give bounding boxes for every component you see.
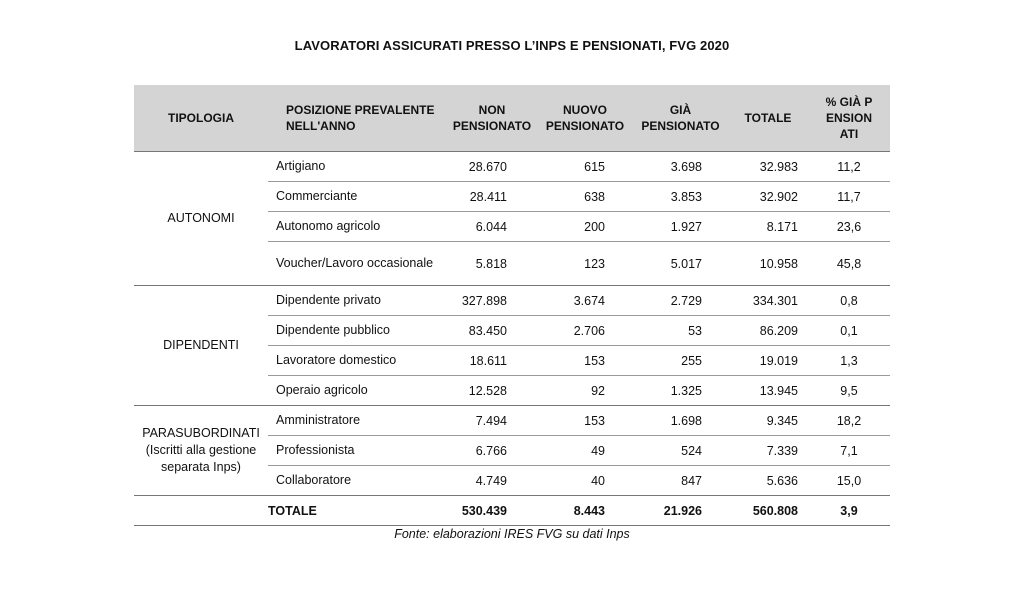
group-label-parasubordinati: PARASUBORDINATI (Iscritti alla gestione separata Inps) <box>134 406 268 496</box>
cell-pct: 0,8 <box>808 286 890 316</box>
cell-posizione: Artigiano <box>268 152 447 182</box>
table-row <box>134 152 890 182</box>
cell-gia-pensionato: 3.698 <box>633 152 728 182</box>
cell-pct: 15,0 <box>808 466 890 496</box>
cell-pct: 11,7 <box>808 182 890 212</box>
cell-nuovo-pensionato: 92 <box>537 376 633 406</box>
header-totale: TOTALE <box>728 85 808 152</box>
cell-non-pensionato: 6.044 <box>447 212 537 242</box>
cell-pct: 7,1 <box>808 436 890 466</box>
group-label-autonomi: AUTONOMI <box>134 152 268 286</box>
cell-posizione: Lavoratore domestico <box>268 346 447 376</box>
header-gia-pensionato: GIÀ PENSIONATO <box>633 85 728 152</box>
total-row <box>134 496 890 526</box>
cell-posizione: Commerciante <box>268 182 447 212</box>
cell-non-pensionato: 12.528 <box>447 376 537 406</box>
table-row <box>134 406 890 436</box>
data-table <box>134 85 890 526</box>
cell-posizione: Collaboratore <box>268 466 447 496</box>
cell-totale: 10.958 <box>728 242 808 286</box>
cell-gia-pensionato: 5.017 <box>633 242 728 286</box>
cell-gia-pensionato: 3.853 <box>633 182 728 212</box>
cell-nuovo-pensionato: 153 <box>537 346 633 376</box>
cell-totale: 32.902 <box>728 182 808 212</box>
total-label: TOTALE <box>268 496 447 526</box>
cell-posizione: Operaio agricolo <box>268 376 447 406</box>
table-title: LAVORATORI ASSICURATI PRESSO L’INPS E PENSIONATI, FVG 2020 <box>294 38 730 53</box>
group-label-dipendenti: DIPENDENTI <box>134 286 268 406</box>
cell-nuovo-pensionato: 123 <box>537 242 633 286</box>
cell-gia-pensionato: 1.325 <box>633 376 728 406</box>
table-body <box>134 152 890 526</box>
source-note: Fonte: elaborazioni IRES FVG su dati Inps <box>394 527 630 541</box>
cell-posizione: Professionista <box>268 436 447 466</box>
cell-pct: 45,8 <box>808 242 890 286</box>
cell-gia-pensionato: 255 <box>633 346 728 376</box>
cell-gia-pensionato: 847 <box>633 466 728 496</box>
total-non-pensionato: 530.439 <box>447 496 537 526</box>
cell-posizione: Dipendente privato <box>268 286 447 316</box>
header-tipologia: TIPOLOGIA <box>134 85 268 152</box>
cell-gia-pensionato: 1.927 <box>633 212 728 242</box>
cell-totale: 5.636 <box>728 466 808 496</box>
cell-totale: 334.301 <box>728 286 808 316</box>
cell-totale: 8.171 <box>728 212 808 242</box>
header-nuovo-pensionato: NUOVO PENSIONATO <box>537 85 633 152</box>
cell-pct: 23,6 <box>808 212 890 242</box>
cell-nuovo-pensionato: 2.706 <box>537 316 633 346</box>
cell-pct: 18,2 <box>808 406 890 436</box>
cell-non-pensionato: 4.749 <box>447 466 537 496</box>
cell-posizione: Voucher/Lavoro occasionale <box>268 242 447 286</box>
total-pct: 3,9 <box>808 496 890 526</box>
cell-totale: 86.209 <box>728 316 808 346</box>
total-gia-pensionato: 21.926 <box>633 496 728 526</box>
cell-totale: 32.983 <box>728 152 808 182</box>
cell-gia-pensionato: 53 <box>633 316 728 346</box>
cell-nuovo-pensionato: 3.674 <box>537 286 633 316</box>
cell-totale: 19.019 <box>728 346 808 376</box>
cell-nuovo-pensionato: 153 <box>537 406 633 436</box>
table-header <box>134 85 890 152</box>
cell-non-pensionato: 7.494 <box>447 406 537 436</box>
cell-non-pensionato: 83.450 <box>447 316 537 346</box>
cell-non-pensionato: 327.898 <box>447 286 537 316</box>
header-non-pensionato: NON PENSIONATO <box>447 85 537 152</box>
header-posizione: POSIZIONE PREVALENTE NELL'ANNO <box>268 85 447 152</box>
cell-nuovo-pensionato: 40 <box>537 466 633 496</box>
cell-totale: 9.345 <box>728 406 808 436</box>
cell-pct: 1,3 <box>808 346 890 376</box>
total-totale: 560.808 <box>728 496 808 526</box>
cell-totale: 7.339 <box>728 436 808 466</box>
total-nuovo-pensionato: 8.443 <box>537 496 633 526</box>
cell-gia-pensionato: 524 <box>633 436 728 466</box>
cell-pct: 0,1 <box>808 316 890 346</box>
table-row <box>134 286 890 316</box>
cell-pct: 11,2 <box>808 152 890 182</box>
cell-posizione: Dipendente pubblico <box>268 316 447 346</box>
total-spacer <box>134 496 268 526</box>
cell-nuovo-pensionato: 49 <box>537 436 633 466</box>
cell-gia-pensionato: 1.698 <box>633 406 728 436</box>
cell-non-pensionato: 18.611 <box>447 346 537 376</box>
cell-non-pensionato: 6.766 <box>447 436 537 466</box>
cell-nuovo-pensionato: 615 <box>537 152 633 182</box>
cell-totale: 13.945 <box>728 376 808 406</box>
cell-nuovo-pensionato: 200 <box>537 212 633 242</box>
cell-posizione: Amministratore <box>268 406 447 436</box>
cell-gia-pensionato: 2.729 <box>633 286 728 316</box>
cell-nuovo-pensionato: 638 <box>537 182 633 212</box>
cell-non-pensionato: 28.670 <box>447 152 537 182</box>
header-pct-gia-pensionati: % GIÀ PENSIONATI <box>808 85 890 152</box>
cell-posizione: Autonomo agricolo <box>268 212 447 242</box>
cell-pct: 9,5 <box>808 376 890 406</box>
cell-non-pensionato: 28.411 <box>447 182 537 212</box>
cell-non-pensionato: 5.818 <box>447 242 537 286</box>
